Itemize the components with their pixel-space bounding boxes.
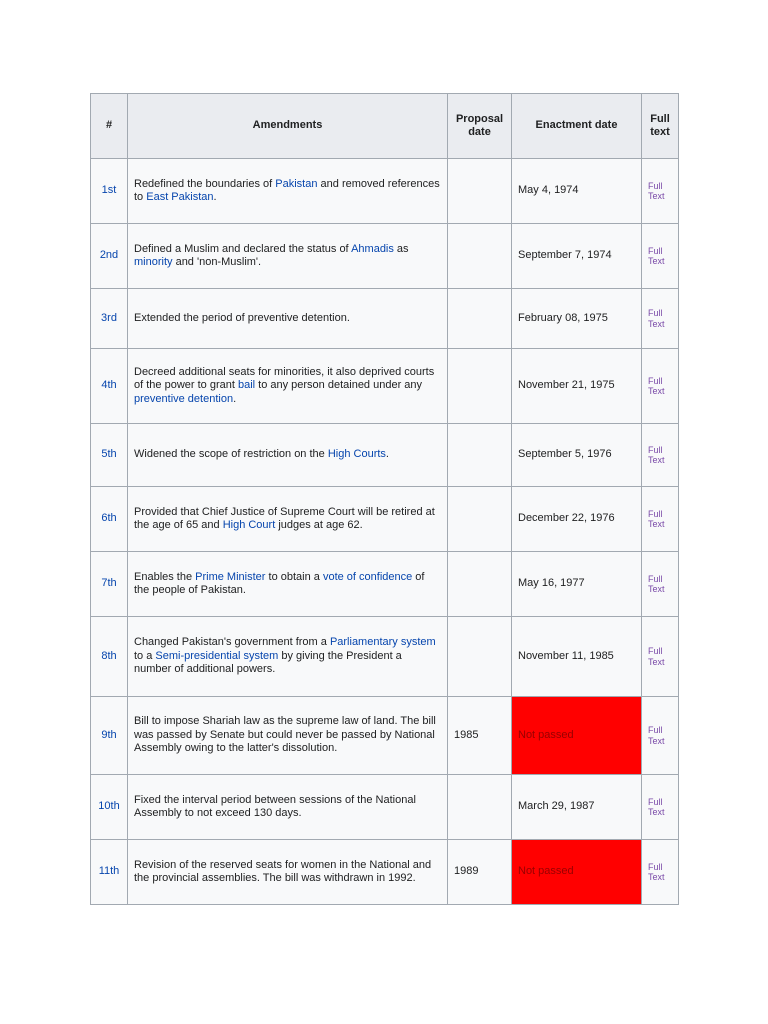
full-text-link[interactable]: Full Text (648, 573, 665, 594)
amendment-number-link[interactable]: 5th (91, 424, 128, 487)
amendment-number-link[interactable]: 1st (91, 159, 128, 224)
enactment-date: September 7, 1974 (512, 224, 642, 289)
table-row (91, 159, 679, 224)
proposal-date (448, 424, 512, 487)
description-text: of the people of Pakistan. (134, 570, 425, 596)
proposal-date (448, 159, 512, 224)
description-text: and removed references to (134, 177, 440, 203)
amendment-description (128, 159, 448, 224)
description-text: by giving the President a number of additional powers. (134, 649, 402, 676)
amendment-number-link[interactable]: 11th (91, 840, 128, 905)
description-link[interactable]: vote of confidence (322, 570, 413, 583)
amendment-description (128, 289, 448, 349)
table-row (91, 224, 679, 289)
description-text: to obtain a (265, 570, 323, 583)
header-number[interactable]: # (91, 94, 128, 159)
amendment-number-link[interactable]: 2nd (91, 224, 128, 289)
description-text: to any person detained under any (255, 379, 423, 392)
amendments-table-wrapper (90, 93, 678, 905)
full-text-link[interactable]: Full Text (648, 796, 665, 817)
description-text: and 'non-Muslim'. (172, 256, 262, 268)
full-text-link[interactable]: Full Text (648, 646, 665, 667)
header-proposal-date[interactable]: Proposal date (448, 94, 512, 159)
enactment-date: May 16, 1977 (512, 552, 642, 617)
description-text: Redefined the boundaries of (134, 177, 276, 190)
proposal-date (448, 224, 512, 289)
description-link[interactable]: High Court (222, 519, 276, 531)
enactment-date: November 21, 1975 (512, 349, 642, 424)
amendment-description (128, 775, 448, 840)
description-text: Fixed the interval period between sessions of the National Assembly to not exceed 130 days. (134, 793, 416, 819)
amendment-description (128, 840, 448, 905)
description-text: Decreed additional seats for minorities, it also deprived courts of the power to grant (134, 365, 435, 392)
description-text: Extended the period of preventive detention. (134, 311, 350, 324)
full-text-link[interactable]: Full Text (648, 308, 665, 329)
table-row (91, 289, 679, 349)
description-link[interactable]: East Pakistan (146, 191, 214, 203)
description-text: Defined a Muslim and declared the status of (134, 242, 352, 255)
description-link[interactable]: Ahmadis (351, 242, 394, 255)
amendment-number-link[interactable]: 6th (91, 487, 128, 552)
amendment-number-link[interactable]: 7th (91, 552, 128, 617)
enactment-date: February 08, 1975 (512, 289, 642, 349)
full-text-cell (642, 840, 679, 905)
amendment-description (128, 224, 448, 289)
amendment-number-link[interactable]: 10th (91, 775, 128, 840)
description-text: Bill to impose Shariah law as the supreme law of land. The bill was passed by Senate but could never be passed by National Assembly owing to the latter's dissolution. (134, 715, 436, 755)
full-text-link[interactable]: Full Text (648, 180, 665, 201)
full-text-cell (642, 487, 679, 552)
full-text-link[interactable]: Full Text (648, 725, 665, 746)
proposal-date (448, 487, 512, 552)
table-row (91, 840, 679, 905)
full-text-link[interactable]: Full Text (648, 245, 665, 266)
table-row (91, 552, 679, 617)
description-link[interactable]: High Courts (327, 448, 386, 461)
header-full-text[interactable]: Full text (642, 94, 679, 159)
description-link[interactable]: Semi-presidential system (155, 649, 279, 662)
full-text-cell (642, 775, 679, 840)
proposal-date (448, 617, 512, 697)
description-link[interactable]: minority (134, 256, 173, 268)
full-text-link[interactable]: Full Text (648, 861, 665, 882)
amendment-number-link[interactable]: 3rd (91, 289, 128, 349)
full-text-cell (642, 617, 679, 697)
table-row (91, 697, 679, 775)
amendment-description (128, 617, 448, 697)
description-text: Provided that Chief Justice of Supreme Court will be retired at the age of 65 and (134, 505, 435, 531)
table-header-row (91, 94, 679, 159)
description-link[interactable]: Prime Minister (195, 570, 266, 583)
proposal-date: 1989 (448, 840, 512, 905)
description-text: to a (134, 649, 156, 662)
description-link[interactable]: Parliamentary system (329, 636, 436, 649)
full-text-cell (642, 424, 679, 487)
not-passed-status: Not passed (512, 697, 642, 775)
description-link[interactable]: Pakistan (275, 177, 318, 190)
full-text-cell (642, 349, 679, 424)
description-text: Enables the (134, 570, 196, 583)
full-text-cell (642, 224, 679, 289)
amendment-description (128, 487, 448, 552)
amendment-description (128, 349, 448, 424)
amendment-description (128, 424, 448, 487)
enactment-date: November 11, 1985 (512, 617, 642, 697)
amendment-number-link[interactable]: 8th (91, 617, 128, 697)
table-body (91, 159, 679, 905)
description-text: . (213, 191, 217, 203)
table-row (91, 617, 679, 697)
amendment-number-link[interactable]: 9th (91, 697, 128, 775)
table-row (91, 775, 679, 840)
amendments-table (90, 93, 679, 905)
description-text: as (393, 242, 409, 255)
table-row (91, 487, 679, 552)
proposal-date: 1985 (448, 697, 512, 775)
description-text: Revision of the reserved seats for women in the National and the provincial assemblies. The bill was withdrawn in 1992. (134, 858, 432, 884)
description-text: judges at age 62. (275, 519, 363, 531)
table-row (91, 349, 679, 424)
full-text-cell (642, 552, 679, 617)
full-text-link[interactable]: Full Text (648, 508, 665, 529)
full-text-link[interactable]: Full Text (648, 375, 665, 396)
amendment-description (128, 552, 448, 617)
proposal-date (448, 775, 512, 840)
full-text-link[interactable]: Full Text (648, 444, 665, 465)
full-text-cell (642, 159, 679, 224)
description-text: Changed Pakistan's government from a (134, 636, 330, 649)
description-link[interactable]: bail (237, 379, 256, 392)
proposal-date (448, 289, 512, 349)
description-text: Widened the scope of restriction on the (134, 448, 328, 461)
proposal-date (448, 349, 512, 424)
full-text-cell (642, 697, 679, 775)
enactment-date: March 29, 1987 (512, 775, 642, 840)
enactment-date: May 4, 1974 (512, 159, 642, 224)
full-text-cell (642, 289, 679, 349)
proposal-date (448, 552, 512, 617)
not-passed-status: Not passed (512, 840, 642, 905)
description-link[interactable]: preventive detention (134, 392, 234, 405)
description-text: . (385, 448, 389, 461)
amendment-number-link[interactable]: 4th (91, 349, 128, 424)
amendment-description (128, 697, 448, 775)
description-text: . (233, 392, 237, 405)
header-amendments[interactable]: Amendments (128, 94, 448, 159)
enactment-date: December 22, 1976 (512, 487, 642, 552)
enactment-date: September 5, 1976 (512, 424, 642, 487)
header-enactment-date[interactable]: Enactment date (512, 94, 642, 159)
table-row (91, 424, 679, 487)
